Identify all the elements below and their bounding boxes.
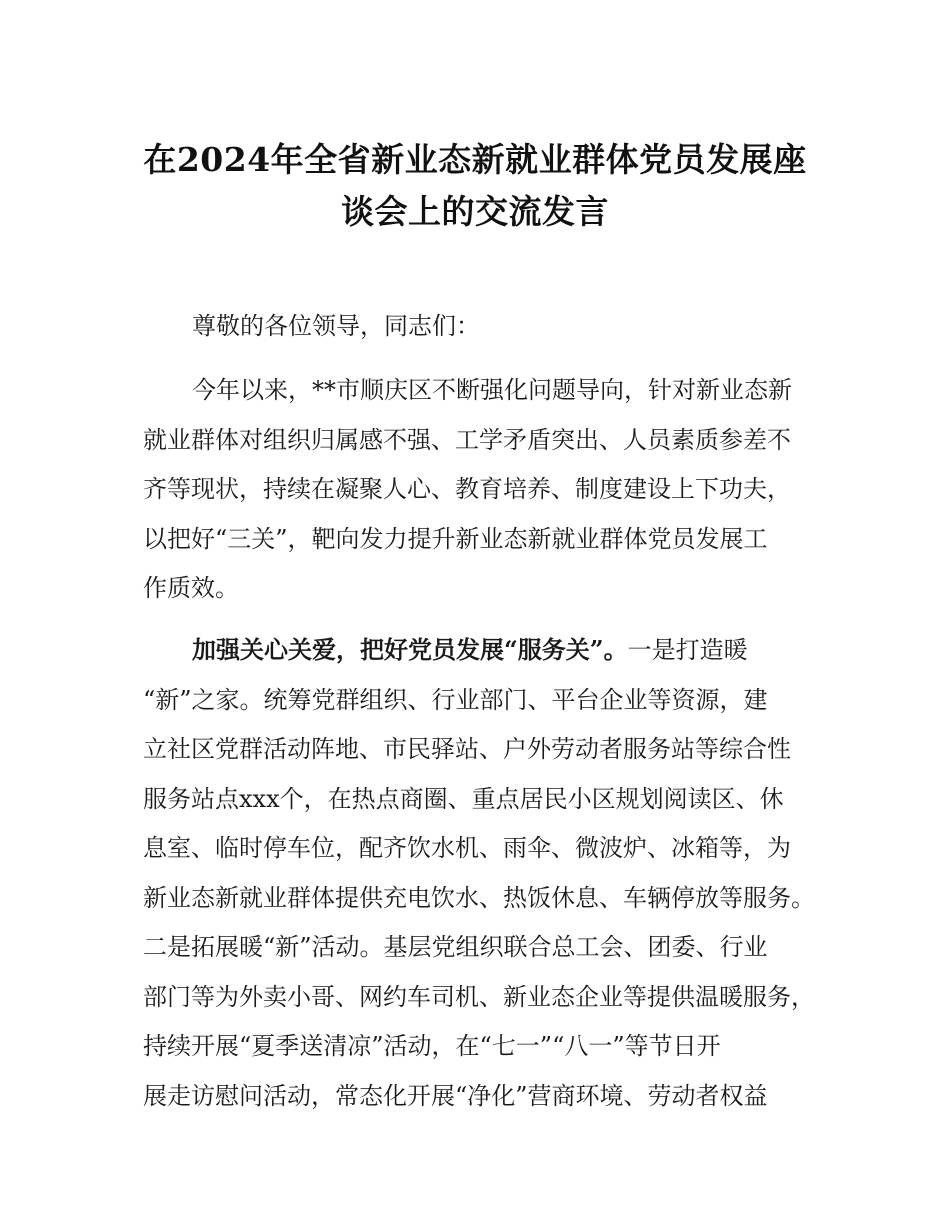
paragraph-line (143, 632, 823, 682)
paragraph-line: 齐等现状，持续在凝聚人心、教育培养、制度建设上下功夫， (143, 475, 791, 503)
title-line-2: 谈会上的交流发言 (341, 192, 609, 232)
paragraph-line: 展走访慰问活动，常态化开展“净化”营商环境、劳动者权益 (143, 1081, 768, 1110)
paragraph-line: 作质效。 (143, 574, 239, 602)
section-heading: 加强关心关爱，把好党员发展“服务关”。 (192, 635, 628, 664)
paragraph-line: 以把好“三关”，靶向发力提升新业态新就业群体党员发展工 (143, 524, 768, 553)
paragraph-line: 就业群体对组织归属感不强、工学矛盾突出、人员素质参差不 (143, 425, 791, 454)
document-title (0, 134, 950, 238)
paragraph-line: 立社区党群活动阵地、市民驿站、户外劳动者服务站等综合性 (143, 735, 791, 763)
paragraph-line: 新业态新就业群体提供充电饮水、热饭休息、车辆停放等服务。 (143, 883, 815, 912)
paragraph-line: 部门等为外卖小哥、网约车司机、新业态企业等提供温暖服务， (143, 982, 815, 1011)
paragraph-line: 今年以来，**市顺庆区不断强化问题导向，针对新业态新 (192, 376, 792, 404)
heading-continuation: 一是打造暖 (627, 636, 748, 664)
greeting: 尊敬的各位领导，同志们： (192, 312, 480, 340)
paragraph-intro (143, 372, 823, 620)
paragraph-line: 二是拓展暖“新”活动。基层党组织联合总工会、团委、行业 (143, 933, 768, 961)
paragraph-line: “新”之家。统筹党群组织、行业部门、平台企业等资源，建 (143, 685, 768, 714)
paragraph-service (143, 632, 823, 1127)
paragraph-line: 息室、临时停车位，配齐饮水机、雨伞、微波炉、冰箱等，为 (143, 834, 791, 862)
paragraph-line: 持续开展“夏季送清凉”活动，在“七一”“八一”等节日开 (143, 1032, 721, 1060)
title-line-1: 在2024年全省新业态新就业群体党员发展座 (143, 140, 807, 180)
paragraph-line: 服务站点xxx个，在热点商圈、重点居民小区规划阅读区、休 (143, 784, 784, 813)
